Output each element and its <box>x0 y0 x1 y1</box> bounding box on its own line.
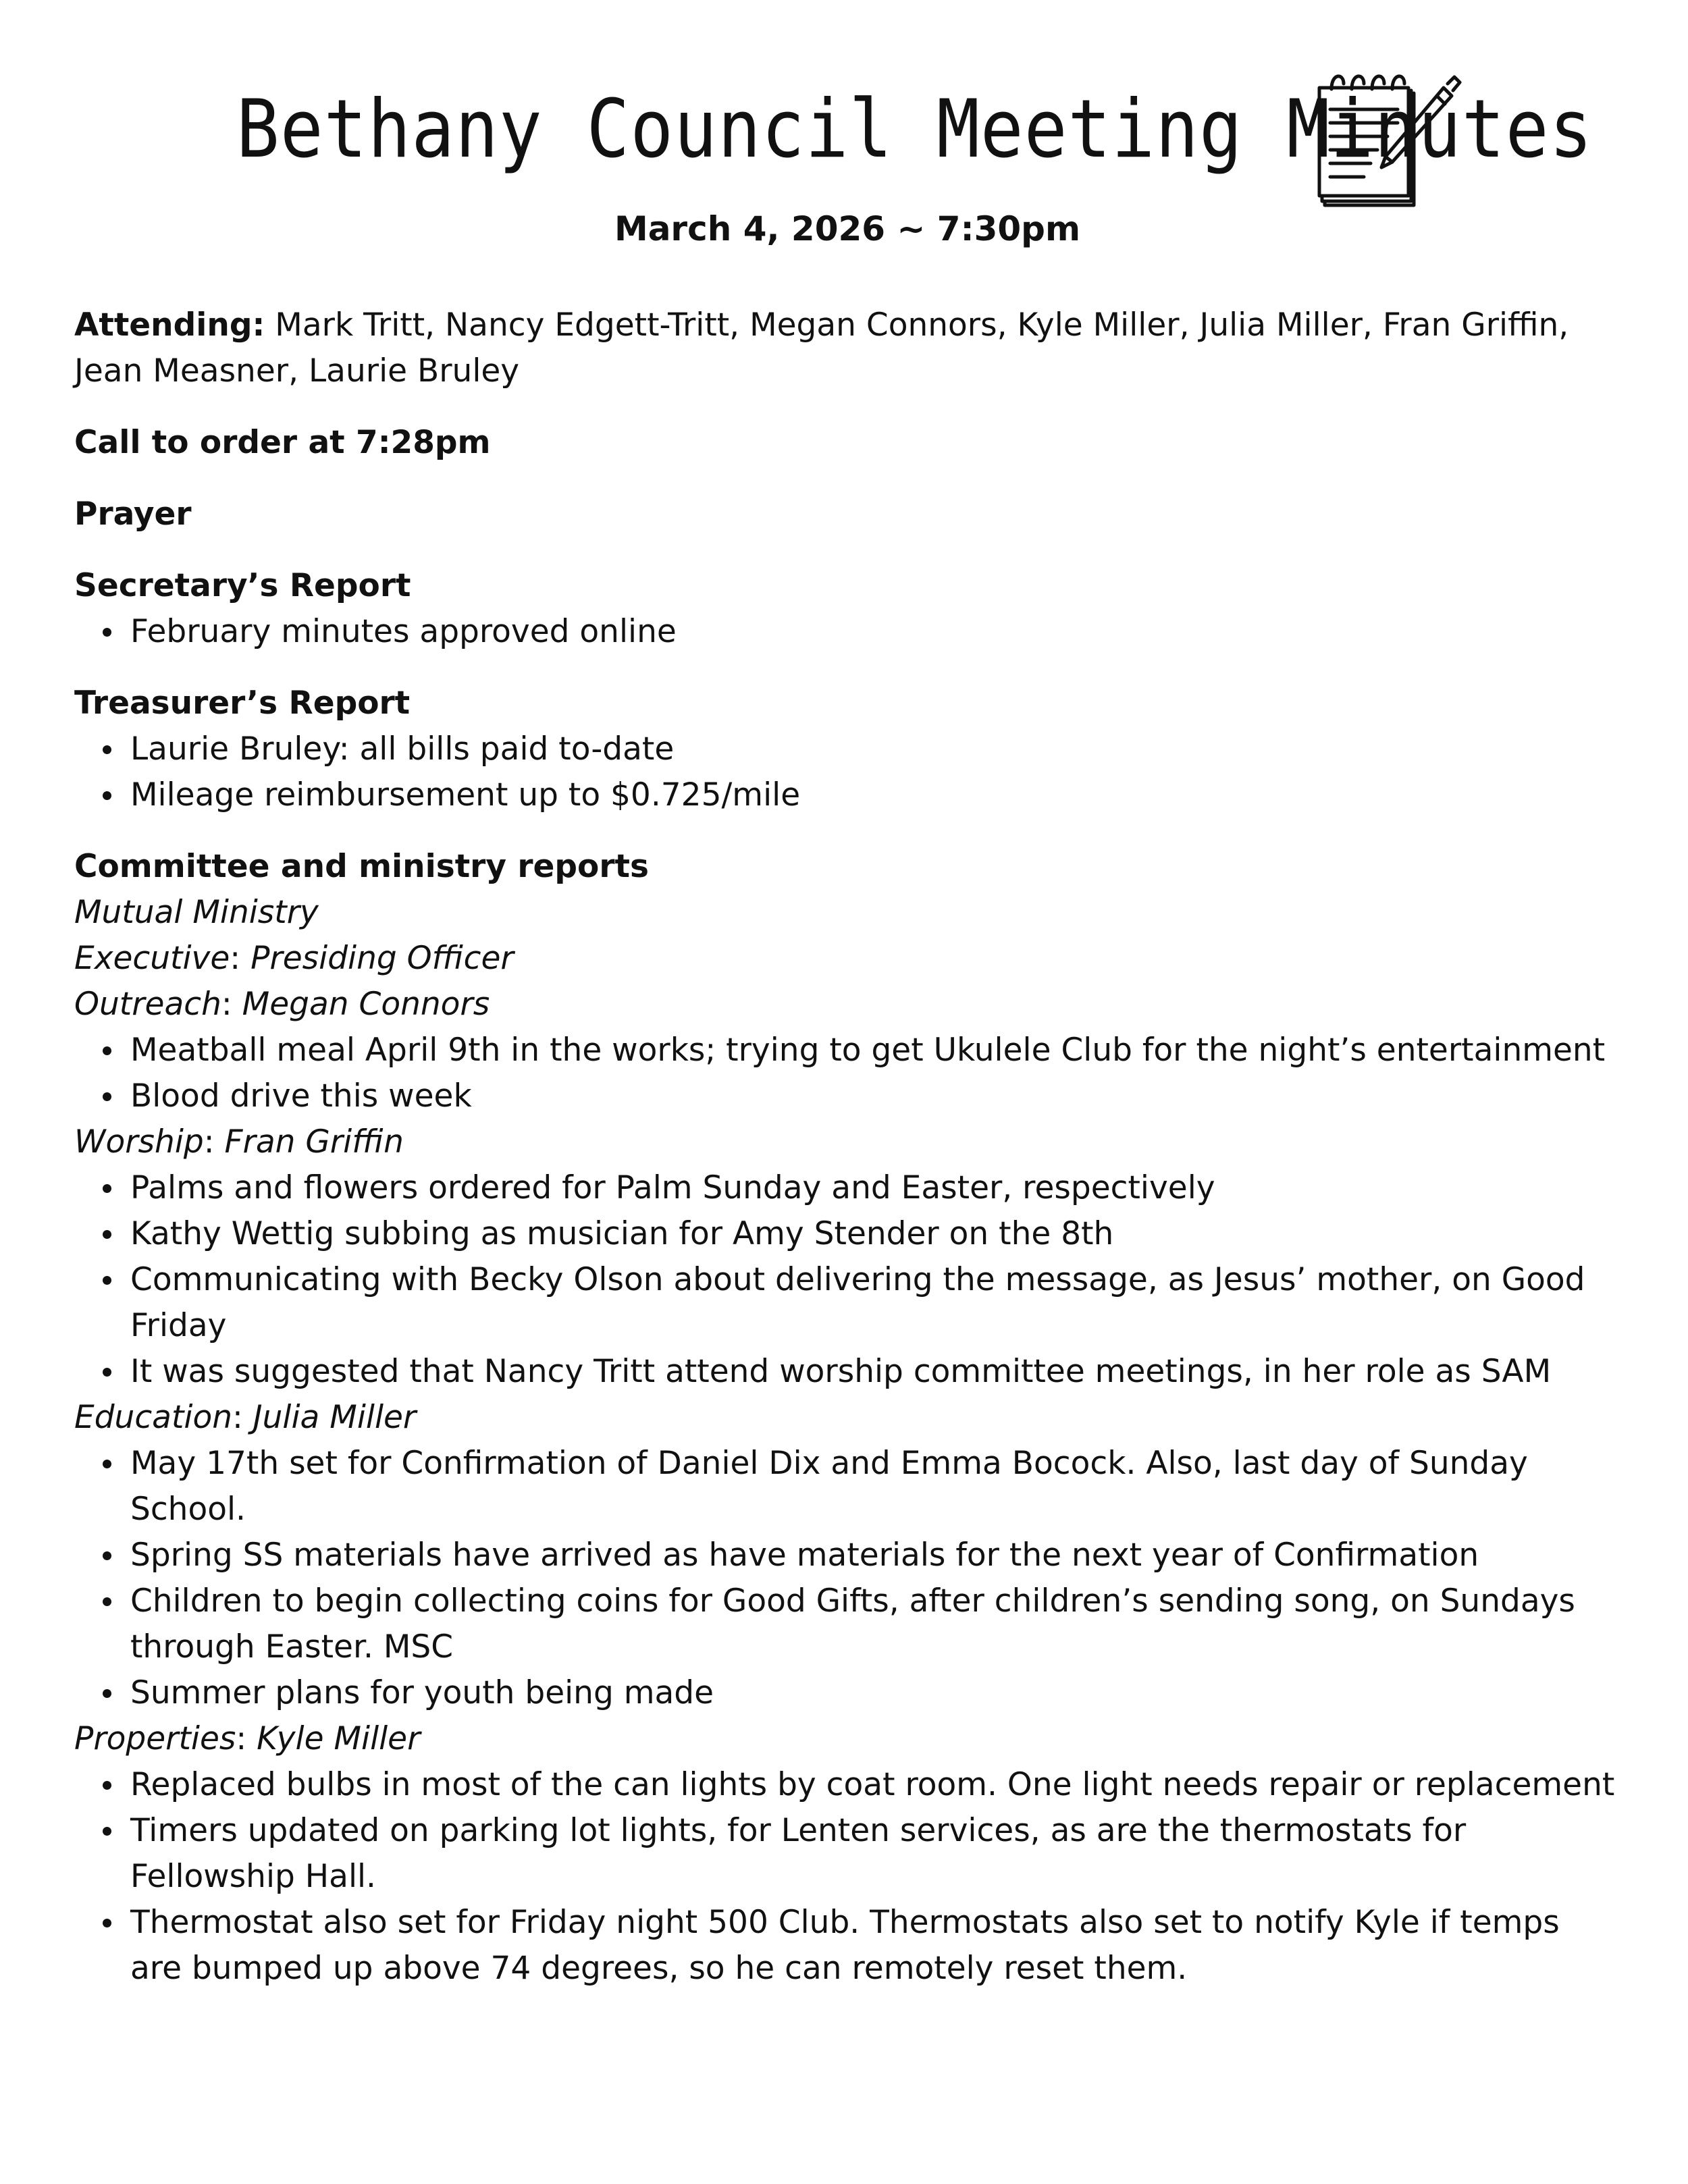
attending-label: Attending: <box>74 307 265 344</box>
list-item: Laurie Bruley: all bills paid to-date <box>74 726 1620 772</box>
list-item: Replaced bulbs in most of the can lights by coat room. One light needs repair or replacement <box>74 1762 1620 1808</box>
mutual-ministry-label: Mutual Ministry <box>74 894 319 931</box>
list-item: Children to begin collecting coins for Good Gifts, after children’s sending song, on Sundays through Easter. MSC <box>74 1578 1620 1670</box>
list-item: Blood drive this week <box>74 1073 1620 1119</box>
list-item: Thermostat also set for Friday night 500 Club. Thermostats also set to notify Kyle if temps are bumped up above 74 degrees, so he can remotely reset them. <box>74 1900 1620 1992</box>
title-row <box>74 74 1620 209</box>
list-item: Meatball meal April 9th in the works; trying to get Ukulele Club for the night’s entertainment <box>74 1028 1620 1073</box>
worship-list <box>74 1165 1620 1395</box>
properties-label: Properties <box>74 1720 236 1757</box>
attending-paragraph <box>74 302 1620 394</box>
list-item: May 17th set for Confirmation of Daniel Dix and Emma Bocock. Also, last day of Sunday School. <box>74 1441 1620 1533</box>
list-item: Communicating with Becky Olson about delivering the message, as Jesus’ mother, on Good Friday <box>74 1257 1620 1349</box>
worship-line: Worship: Fran Griffin <box>74 1123 404 1161</box>
secretary-report-list <box>74 609 1620 655</box>
list-item: Palms and flowers ordered for Palm Sunday and Easter, respectively <box>74 1165 1620 1211</box>
executive-label: Executive <box>74 940 230 977</box>
minutes-body <box>74 302 1620 1992</box>
outreach-line: Outreach: Megan Connors <box>74 986 490 1023</box>
list-item: Kathy Wettig subbing as musician for Amy Stender on the 8th <box>74 1211 1620 1257</box>
treasurer-report-heading: Treasurer’s Report <box>74 685 411 722</box>
outreach-label: Outreach <box>74 986 221 1023</box>
outreach-person: Megan Connors <box>242 986 490 1023</box>
education-person: Julia Miller <box>253 1399 417 1436</box>
list-item: Summer plans for youth being made <box>74 1670 1620 1716</box>
list-item: February minutes approved online <box>74 609 1620 655</box>
education-line: Education: Julia Miller <box>74 1399 417 1436</box>
treasurer-report-list <box>74 726 1620 818</box>
properties-list <box>74 1762 1620 1992</box>
notepad-pencil-icon <box>1310 61 1465 209</box>
executive-person: Presiding Officer <box>250 940 514 977</box>
list-item: It was suggested that Nancy Tritt attend worship committee meetings, in her role as SAM <box>74 1349 1620 1395</box>
attending-names: Mark Tritt, Nancy Edgett-Tritt, Megan Connors, Kyle Miller, Julia Miller, Fran Griffin, Jean Measner, Laurie Bruley <box>74 307 1569 390</box>
page-title: Bethany Council Meeting Minutes <box>236 82 1593 176</box>
call-to-order: Call to order at 7:28pm <box>74 424 491 461</box>
worship-label: Worship <box>74 1123 204 1161</box>
executive-line: Executive: Presiding Officer <box>74 940 514 977</box>
education-label: Education <box>74 1399 232 1436</box>
list-item: Spring SS materials have arrived as have materials for the next year of Confirmation <box>74 1533 1620 1578</box>
list-item: Timers updated on parking lot lights, for Lenten services, as are the thermostats for Fellowship Hall. <box>74 1808 1620 1900</box>
list-item: Mileage reimbursement up to $0.725/mile <box>74 772 1620 818</box>
education-list <box>74 1441 1620 1716</box>
prayer-heading: Prayer <box>74 496 192 533</box>
outreach-list <box>74 1028 1620 1119</box>
committee-reports-heading: Committee and ministry reports <box>74 848 649 885</box>
secretary-report-heading: Secretary’s Report <box>74 567 411 604</box>
properties-line: Properties: Kyle Miller <box>74 1720 421 1757</box>
meeting-date-time: March 4, 2026 ~ 7:30pm <box>614 209 1081 248</box>
worship-person: Fran Griffin <box>224 1123 404 1161</box>
properties-person: Kyle Miller <box>257 1720 421 1757</box>
